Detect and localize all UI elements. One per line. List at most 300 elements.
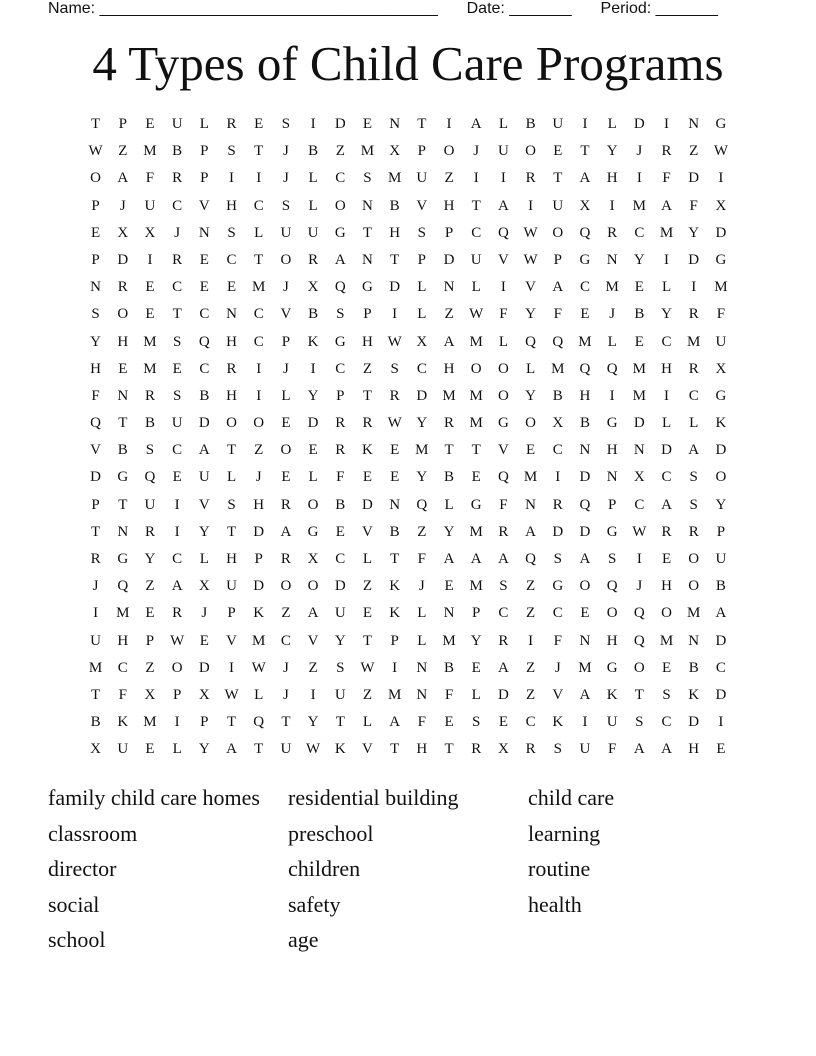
grid-letter: N <box>416 686 428 703</box>
grid-letter: B <box>172 143 183 160</box>
grid-letter: S <box>281 197 291 214</box>
grid-letter: F <box>499 496 508 513</box>
grid-letter: Q <box>606 578 618 595</box>
grid-letter: N <box>633 442 645 459</box>
grid-letter: F <box>417 551 427 567</box>
grid-letter: Z <box>362 578 373 595</box>
grid-letter: N <box>389 496 401 513</box>
grid-letter: F <box>689 197 698 214</box>
letter-grid <box>82 114 735 767</box>
grid-letter: M <box>551 360 565 377</box>
grid-letter: E <box>308 442 318 459</box>
grid-letter: U <box>171 415 183 432</box>
grid-letter: L <box>526 360 536 377</box>
grid-letter: H <box>253 496 265 513</box>
grid-letter: U <box>470 251 482 268</box>
grid-letter: S <box>635 714 644 731</box>
word-list-item: child care <box>528 785 615 810</box>
grid-letter: M <box>632 360 647 377</box>
grid-letter: S <box>689 469 698 486</box>
grid-letter: M <box>469 523 483 540</box>
grid-letter: C <box>661 714 672 731</box>
grid-letter: M <box>714 279 728 296</box>
grid-letter: S <box>172 333 182 350</box>
grid-letter: V <box>226 632 237 649</box>
grid-letter: D <box>688 251 700 268</box>
grid-letter: M <box>143 360 157 377</box>
grid-letter: T <box>226 442 237 459</box>
grid-letter: I <box>229 659 235 676</box>
grid-letter: U <box>307 224 319 241</box>
grid-letter: M <box>659 632 674 649</box>
grid-letter: T <box>172 306 182 323</box>
grid-row <box>82 603 735 630</box>
grid-letter: R <box>335 415 346 432</box>
grid-letter: W <box>224 686 239 703</box>
grid-letter: U <box>144 496 156 513</box>
grid-letter: A <box>579 686 591 703</box>
grid-letter: M <box>578 659 592 676</box>
grid-letter: Q <box>198 333 210 350</box>
grid-letter: E <box>145 116 155 132</box>
grid-letter: L <box>661 279 672 296</box>
grid-letter: D <box>715 442 727 459</box>
grid-letter: Y <box>525 387 537 404</box>
grid-letter: E <box>172 469 182 486</box>
grid-letter: W <box>713 143 728 160</box>
grid-letter: L <box>444 496 454 513</box>
grid-letter: F <box>145 170 155 187</box>
grid-letter: Z <box>444 306 454 323</box>
grid-letter: I <box>174 496 180 513</box>
grid-letter: G <box>579 251 591 268</box>
grid-letter: N <box>606 251 618 268</box>
grid-letter: L <box>254 224 264 241</box>
grid-letter: I <box>718 714 724 731</box>
grid-letter: M <box>469 578 483 595</box>
grid-letter: L <box>417 279 427 296</box>
grid-letter: N <box>688 632 700 649</box>
grid-letter: K <box>362 442 373 459</box>
grid-letter: W <box>632 523 647 540</box>
grid-letter: T <box>362 632 373 649</box>
grid-letter: C <box>199 360 210 377</box>
grid-row <box>82 576 735 603</box>
grid-row <box>82 495 735 522</box>
word-list-item: social <box>48 891 100 917</box>
grid-letter: L <box>362 714 373 731</box>
grid-letter: Y <box>307 387 319 404</box>
grid-letter: X <box>715 360 727 377</box>
grid-letter: O <box>90 170 102 187</box>
grid-letter: X <box>198 578 210 595</box>
grid-letter: S <box>227 143 236 160</box>
grid-letter: L <box>254 686 264 703</box>
grid-letter: R <box>498 523 509 540</box>
period-field-label: Period: _______ <box>600 0 718 17</box>
grid-letter: O <box>443 143 455 160</box>
grid-letter: G <box>715 387 727 404</box>
grid-letter: I <box>582 714 588 731</box>
grid-letter: P <box>227 605 236 622</box>
grid-letter: C <box>253 306 264 323</box>
grid-letter: U <box>497 143 509 160</box>
grid-letter: A <box>661 741 672 758</box>
grid-letter: J <box>282 143 289 160</box>
grid-letter: D <box>416 387 428 404</box>
grid-letter: E <box>145 279 155 296</box>
grid-letter: O <box>633 659 645 676</box>
grid-letter: J <box>119 197 126 214</box>
grid-letter: H <box>688 741 700 758</box>
grid-letter: M <box>415 442 429 459</box>
grid-letter: A <box>497 197 509 214</box>
grid-letter: T <box>444 442 454 459</box>
grid-letter: K <box>307 333 319 350</box>
grid-row <box>82 359 735 386</box>
grid-letter: I <box>93 605 99 622</box>
grid-letter: J <box>609 306 616 323</box>
grid-letter: P <box>363 306 372 323</box>
grid-letter: R <box>172 605 183 622</box>
grid-letter: G <box>606 659 618 676</box>
grid-letter: S <box>553 551 562 567</box>
grid-letter: W <box>523 224 538 241</box>
grid-letter: H <box>226 197 237 214</box>
grid-letter: L <box>471 686 481 703</box>
grid-letter: B <box>144 415 155 432</box>
grid-letter: V <box>307 632 319 649</box>
grid-letter: R <box>661 143 672 160</box>
grid-letter: A <box>497 659 509 676</box>
grid-letter: P <box>172 686 182 703</box>
grid-letter: O <box>579 578 591 595</box>
grid-row <box>82 114 735 141</box>
grid-letter: N <box>525 496 537 513</box>
grid-letter: P <box>336 387 345 404</box>
grid-letter: A <box>117 170 129 187</box>
grid-letter: M <box>116 605 130 622</box>
grid-row <box>82 549 735 576</box>
grid-letter: T <box>254 741 264 758</box>
grid-letter: M <box>469 387 483 404</box>
grid-letter: E <box>362 605 373 622</box>
grid-letter: I <box>555 469 561 486</box>
grid-letter: B <box>715 578 726 595</box>
grid-letter: Q <box>497 469 509 486</box>
grid-letter: S <box>145 442 155 459</box>
grid-letter: C <box>335 360 346 377</box>
grid-letter: K <box>253 605 265 622</box>
grid-letter: A <box>470 551 482 567</box>
grid-letter: W <box>88 143 103 160</box>
grid-letter: A <box>688 442 700 459</box>
grid-letter: R <box>172 251 183 268</box>
grid-letter: Y <box>416 415 428 432</box>
grid-letter: X <box>416 333 428 350</box>
grid-letter: L <box>199 551 209 567</box>
grid-letter: Q <box>117 578 129 595</box>
grid-letter: Y <box>144 551 156 567</box>
grid-letter: O <box>470 360 482 377</box>
grid-letter: A <box>280 523 292 540</box>
grid-letter: T <box>118 496 128 513</box>
grid-row <box>82 712 735 739</box>
grid-letter: T <box>91 686 101 703</box>
grid-letter: N <box>226 306 237 323</box>
word-list-item: health <box>528 891 582 917</box>
grid-letter: Y <box>334 632 346 649</box>
grid-letter: I <box>446 116 452 132</box>
grid-letter: H <box>226 551 237 567</box>
grid-letter: K <box>389 578 401 595</box>
grid-letter: Y <box>443 523 455 540</box>
grid-letter: I <box>582 116 588 132</box>
grid-letter: Z <box>118 143 128 160</box>
grid-letter: O <box>226 415 237 432</box>
grid-letter: S <box>227 496 236 513</box>
grid-letter: Y <box>198 523 210 540</box>
grid-letter: L <box>308 170 318 187</box>
grid-letter: N <box>389 116 401 132</box>
grid-letter: L <box>661 415 672 432</box>
grid-letter: U <box>416 170 428 187</box>
grid-letter: S <box>390 360 399 377</box>
grid-letter: K <box>389 605 401 622</box>
grid-letter: M <box>252 632 266 649</box>
grid-letter: C <box>335 551 346 567</box>
grid-letter: R <box>525 741 536 758</box>
grid-letter: C <box>172 551 183 567</box>
grid-letter: N <box>198 224 210 241</box>
grid-letter: I <box>256 387 262 404</box>
grid-letter: S <box>607 551 617 567</box>
grid-letter: A <box>307 605 319 622</box>
grid-letter: D <box>117 251 129 268</box>
grid-letter: I <box>229 170 235 187</box>
grid-letter: E <box>199 632 209 649</box>
grid-letter: L <box>226 469 237 486</box>
grid-row <box>82 685 735 712</box>
grid-letter: C <box>172 442 183 459</box>
grid-letter: Q <box>606 360 618 377</box>
grid-letter: B <box>579 415 590 432</box>
grid-letter: C <box>117 659 128 676</box>
grid-letter: T <box>226 523 237 540</box>
grid-letter: B <box>634 306 645 323</box>
grid-letter: D <box>443 251 455 268</box>
grid-letter: V <box>280 306 292 323</box>
grid-letter: R <box>688 306 699 323</box>
grid-letter: W <box>387 415 402 432</box>
grid-letter: X <box>198 686 210 703</box>
grid-letter: C <box>226 251 237 268</box>
grid-letter: J <box>554 659 561 676</box>
grid-letter: E <box>335 523 345 540</box>
word-list-item: preschool <box>288 820 374 846</box>
grid-letter: M <box>360 143 375 160</box>
grid-letter: Z <box>145 659 155 676</box>
grid-letter: L <box>607 333 617 350</box>
grid-letter: S <box>172 387 182 404</box>
grid-letter: C <box>634 496 645 513</box>
grid-letter: I <box>691 279 697 296</box>
grid-letter: V <box>90 442 102 459</box>
grid-letter: A <box>579 170 591 187</box>
grid-letter: B <box>199 387 210 404</box>
grid-letter: R <box>144 387 155 404</box>
grid-letter: E <box>199 251 209 268</box>
grid-letter: G <box>307 523 319 540</box>
grid-letter: V <box>497 251 509 268</box>
grid-letter: F <box>499 306 508 323</box>
grid-letter: Z <box>281 605 291 622</box>
grid-letter: T <box>390 741 400 758</box>
grid-letter: R <box>335 442 346 459</box>
grid-letter: M <box>523 469 538 486</box>
grid-letter: U <box>606 714 618 731</box>
grid-letter: Q <box>579 224 591 241</box>
word-list-item: classroom <box>48 820 138 846</box>
grid-letter: M <box>605 279 619 296</box>
grid-letter: D <box>198 659 210 676</box>
grid-letter: K <box>334 741 346 758</box>
grid-letter: B <box>308 306 319 323</box>
grid-letter: G <box>606 415 618 432</box>
grid-letter: R <box>389 387 400 404</box>
grid-letter: J <box>282 686 289 703</box>
grid-letter: P <box>281 333 291 350</box>
grid-letter: E <box>281 469 291 486</box>
grid-letter: R <box>444 415 455 432</box>
grid-letter: C <box>253 197 264 214</box>
grid-letter: C <box>688 387 699 404</box>
grid-letter: C <box>280 632 291 649</box>
grid-letter: P <box>91 197 100 214</box>
grid-letter: H <box>606 170 618 187</box>
grid-letter: H <box>226 387 237 404</box>
grid-letter: M <box>632 387 647 404</box>
word-list-item: school <box>48 927 106 953</box>
grid-letter: X <box>144 224 156 241</box>
grid-letter: S <box>472 714 481 731</box>
grid-letter: E <box>661 551 672 567</box>
grid-letter: N <box>117 387 129 404</box>
grid-letter: F <box>91 387 100 404</box>
grid-letter: H <box>606 632 618 649</box>
grid-letter: I <box>147 251 153 268</box>
grid-row <box>82 522 735 549</box>
grid-letter: R <box>525 170 536 187</box>
grid-letter: Y <box>715 496 727 513</box>
grid-letter: Y <box>661 306 672 323</box>
grid-letter: L <box>689 415 699 432</box>
grid-letter: R <box>607 224 618 241</box>
grid-letter: L <box>498 116 508 132</box>
grid-letter: Z <box>526 605 536 622</box>
grid-letter: Y <box>688 224 700 241</box>
grid-letter: V <box>198 197 210 214</box>
grid-letter: S <box>227 224 236 241</box>
grid-row <box>82 196 735 223</box>
grid-letter: T <box>471 442 481 459</box>
grid-letter: M <box>632 197 647 214</box>
grid-letter: D <box>334 578 346 595</box>
grid-row <box>82 739 735 766</box>
grid-letter: O <box>280 578 292 595</box>
grid-letter: D <box>688 714 700 731</box>
grid-letter: Q <box>579 496 591 513</box>
grid-letter: N <box>443 279 455 296</box>
grid-letter: Y <box>633 251 645 268</box>
grid-letter: A <box>579 551 591 567</box>
grid-letter: Z <box>417 523 427 540</box>
grid-letter: D <box>579 469 591 486</box>
grid-letter: U <box>280 224 292 241</box>
grid-letter: T <box>91 523 101 540</box>
grid-letter: E <box>471 659 481 676</box>
grid-letter: U <box>715 333 727 350</box>
grid-letter: Z <box>145 578 155 595</box>
word-list-item: learning <box>528 820 601 846</box>
grid-letter: N <box>362 251 373 268</box>
grid-letter: X <box>389 143 401 160</box>
grid-letter: Z <box>444 170 454 187</box>
grid-letter: L <box>172 741 182 758</box>
grid-letter: H <box>661 578 672 595</box>
grid-letter: J <box>636 143 643 160</box>
grid-letter: U <box>552 197 564 214</box>
grid-letter: I <box>528 197 534 214</box>
grid-letter: I <box>609 387 615 404</box>
grid-letter: P <box>553 251 562 268</box>
word-list <box>48 780 768 958</box>
grid-letter: O <box>715 469 727 486</box>
grid-letter: R <box>688 523 699 540</box>
grid-letter: J <box>636 578 643 595</box>
grid-letter: U <box>117 741 129 758</box>
grid-letter: O <box>117 306 129 323</box>
grid-letter: S <box>363 170 372 187</box>
grid-letter: U <box>334 605 346 622</box>
grid-letter: X <box>307 279 319 296</box>
grid-letter: U <box>280 741 292 758</box>
grid-letter: B <box>117 442 128 459</box>
grid-letter: C <box>471 224 482 241</box>
grid-letter: I <box>664 251 670 268</box>
name-field-label: Name: ______________________________________ <box>48 0 438 17</box>
word-list-item: routine <box>528 856 591 882</box>
grid-letter: O <box>253 415 265 432</box>
grid-letter: Z <box>254 442 264 459</box>
grid-letter: F <box>417 714 427 731</box>
grid-letter: M <box>659 224 674 241</box>
grid-letter: E <box>362 469 373 486</box>
grid-letter: G <box>470 496 482 513</box>
grid-row <box>82 223 735 250</box>
grid-letter: A <box>470 116 482 132</box>
grid-letter: G <box>715 116 727 132</box>
grid-letter: P <box>390 632 399 649</box>
grid-letter: Q <box>633 605 645 622</box>
grid-letter: J <box>473 143 480 160</box>
grid-letter: J <box>282 170 289 187</box>
grid-letter: H <box>606 442 618 459</box>
grid-letter: E <box>580 605 590 622</box>
grid-letter: I <box>310 116 316 132</box>
grid-letter: Q <box>525 551 537 567</box>
grid-letter: R <box>688 360 699 377</box>
